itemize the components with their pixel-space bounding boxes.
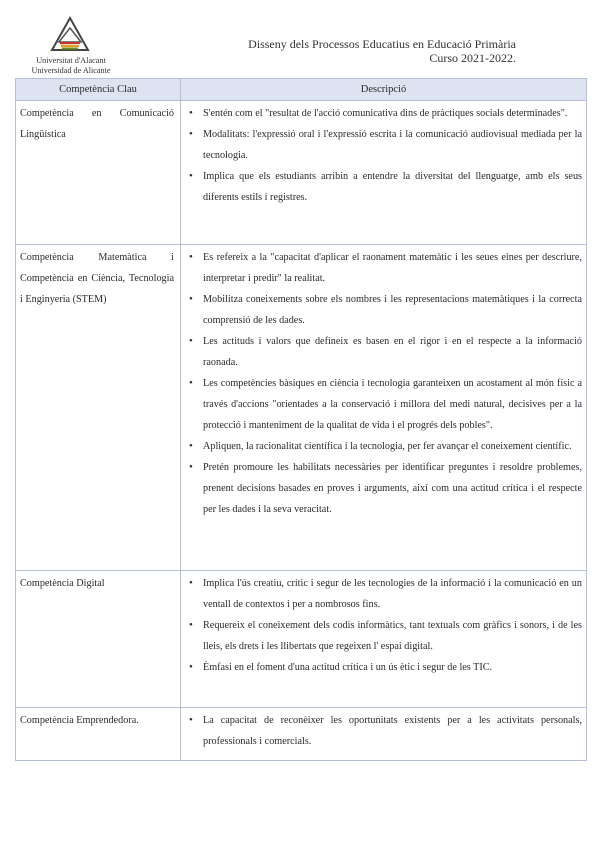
bullet-item: • Mobilitza coneixements sobre els nombres i les representacions matemàtiques i la correcta comprensió de les dades.	[185, 289, 582, 331]
bullet-list	[185, 247, 582, 520]
bullet-item: • Èmfasi en el foment d'una actitud crítica i un ús ètic i segur de les TIC.	[185, 657, 582, 678]
table-row	[16, 101, 587, 245]
bullet-item: • Es refereix a la "capacitat d'aplicar el raonament matemàtic i les seues eines per descriure, interpretar i predir" la realitat.	[185, 247, 582, 289]
competence-description	[181, 571, 587, 708]
logo-line-1: Universitat d'Alacant	[36, 56, 106, 65]
competence-name: Competència Matemàtica i Competència en Ciència, Tecnologia i Enginyeria (STEM)	[16, 245, 181, 571]
bullet-item: • Requereix el coneixement dels codis informàtics, tant textuals com gràfics i sonors, i de les lleis, els drets i les llibertats que regeixen l' espai digital.	[185, 615, 582, 657]
table-header-row	[16, 79, 587, 101]
bullet-list	[185, 573, 582, 678]
bullet-list	[185, 710, 582, 752]
bullet-item: • Apliquen, la racionalitat científica i la tecnologia, per fer avançar el coneixement científic.	[185, 436, 582, 457]
bullet-item: • Les competències bàsiques en ciència i tecnologia garanteixen un acostament al món físic a través d'accions "orientades a la conservació i millora del medi natural, decisives per a la protecció i manteniment de la qualitat de vida i el progrés dels pobles".	[185, 373, 582, 436]
title-line-2: Curso 2021-2022.	[429, 51, 516, 65]
bullet-item: • Implica l'ús creatiu, crític i segur de les tecnologies de la informació i la comunicació en un ventall de contextos i per a nombrosos fins.	[185, 573, 582, 615]
bullet-item: • Les actituds i valors que defineix es basen en el rigor i en el respecte a la informació raonada.	[185, 331, 582, 373]
university-logo	[26, 14, 116, 80]
university-name	[26, 56, 116, 76]
competencies-table	[15, 78, 587, 761]
competence-name: Competència en Comunicació Lingüística	[16, 101, 181, 245]
competence-name: Competència Emprendedora.	[16, 708, 181, 761]
competence-description	[181, 245, 587, 571]
university-crest-icon	[50, 14, 90, 52]
bullet-item: • Implica que els estudiants arribin a entendre la diversitat del llenguatge, amb els seus diferents estils i registres.	[185, 166, 582, 208]
competence-name: Competència Digital	[16, 571, 181, 708]
page-header	[0, 0, 600, 80]
bullet-item: • La capacitat de reconèixer les oportunitats existents per a les activitats personals, professionals i comercials.	[185, 710, 582, 752]
table-row	[16, 571, 587, 708]
bullet-list	[185, 103, 582, 208]
title-line-1: Disseny dels Processos Educatius en Educació Primària	[248, 37, 516, 51]
competence-description	[181, 101, 587, 245]
column-header-description: Descripció	[181, 79, 587, 101]
table-row	[16, 245, 587, 571]
bullet-item: • Modalitats: l'expressió oral i l'expressió escrita i la comunicació audiovisual mediada per la tecnologia.	[185, 124, 582, 166]
logo-line-2: Universidad de Alicante	[31, 66, 111, 75]
bullet-item: • Pretén promoure les habilitats necessàries per identificar preguntes i resoldre problemes, prenent decisions basades en proves i arguments, així com una actitud crítica i el respecte per les dades i la seva veracitat.	[185, 457, 582, 520]
table-row	[16, 708, 587, 761]
document-title	[140, 37, 516, 65]
competence-description	[181, 708, 587, 761]
bullet-item: • S'entén com el "resultat de l'acció comunicativa dins de pràctiques socials determinades".	[185, 103, 582, 124]
column-header-competence: Competència Clau	[16, 79, 181, 101]
